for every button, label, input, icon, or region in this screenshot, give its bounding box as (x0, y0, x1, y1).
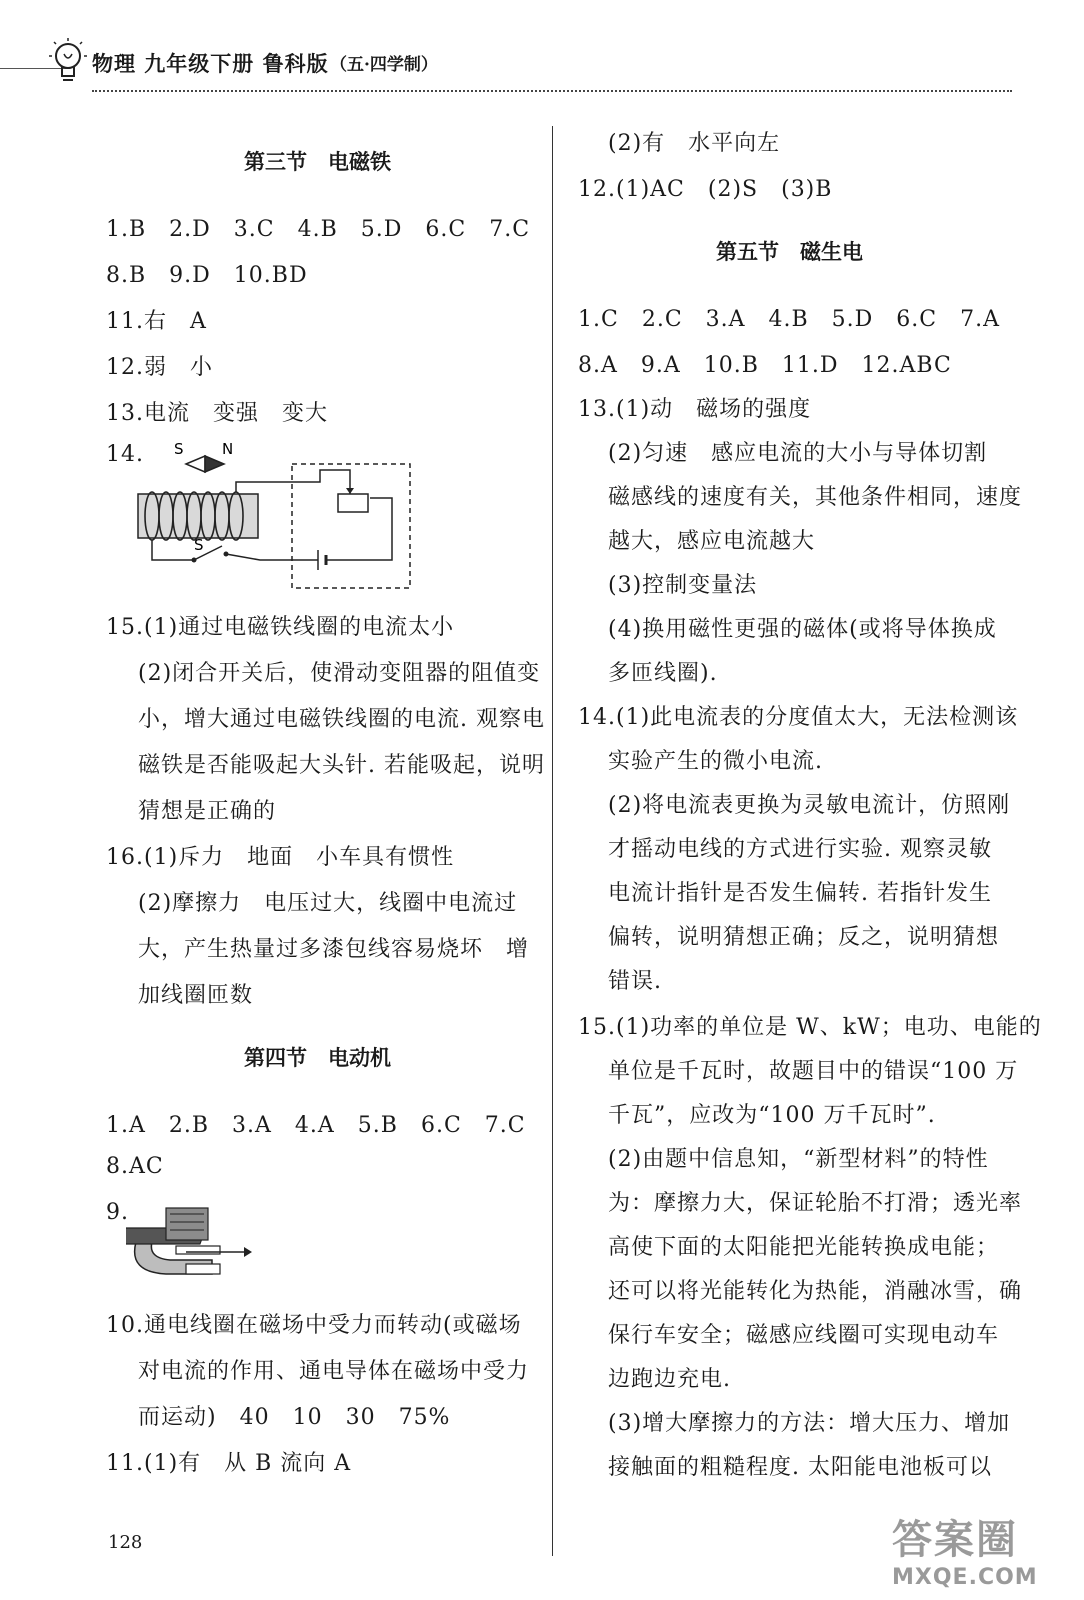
pole-n-label: N (222, 440, 234, 458)
answer-line: (2)匀速 感应电流的大小与导体切割 (608, 441, 988, 466)
answer-line: 8.AC (106, 1154, 164, 1179)
answer-line: 高使下面的太阳能把光能转换成电能； (608, 1235, 1000, 1260)
watermark-logo-text: 答案圈 (892, 1517, 1018, 1563)
answer-line: 磁感线的速度有关，其他条件相同，速度 (608, 485, 1023, 510)
answer-line: 12.(1)AC (2)S (3)B (578, 177, 833, 202)
answer-line: (4)换用磁性更强的磁体(或将导体换成 (608, 617, 997, 642)
answer-line: 小，增大通过电磁铁线圈的电流. 观察电 (138, 707, 545, 732)
switch-label: S (194, 536, 204, 554)
answer-line: 对电流的作用、通电导体在磁场中受力 (138, 1359, 530, 1384)
answer-line: 1.C 2.C 3.A 4.B 5.D 6.C 7.A (578, 307, 1001, 332)
lightbulb-icon (48, 36, 88, 88)
answer-line: 多匝线圈). (608, 661, 718, 686)
answer-line: 实验产生的微小电流. (608, 749, 823, 774)
answer-line: 而运动) 40 10 30 75% (138, 1405, 451, 1430)
answer-line: 才摇动电线的方式进行实验. 观察灵敏 (608, 837, 992, 862)
motor-magnet-diagram (126, 1200, 256, 1290)
answer-line: 接触面的粗糙程度. 太阳能电池板可以 (608, 1455, 992, 1480)
answer-line: 14.(1)此电流表的分度值太大，无法检测该 (578, 705, 1019, 730)
compass-needle-n (205, 456, 224, 472)
answer-line: 猜想是正确的 (138, 799, 277, 824)
answer-line: (2)由题中信息知，“新型材料”的特性 (608, 1147, 989, 1172)
answer-line: 1.A 2.B 3.A 4.A 5.B 6.C 7.C (106, 1113, 526, 1138)
answer-line: 千瓦”，应改为“100 万千瓦时”. (608, 1103, 936, 1128)
page-header (0, 28, 1084, 98)
answer-line: (3)增大摩擦力的方法：增大压力、增加 (608, 1411, 1011, 1436)
answer-line: 还可以将光能转化为热能，消融冰雪，确 (608, 1279, 1023, 1304)
answer-line: (3)控制变量法 (608, 573, 758, 598)
answer-line: (2)摩擦力 电压过大，线圈中电流过 (138, 891, 518, 916)
lower-rail (186, 1264, 220, 1274)
answer-line: 11.(1)有 从 B 流向 A (106, 1451, 352, 1476)
answer-line: 13.电流 变强 变大 (106, 401, 328, 426)
answer-line: 15.(1)功率的单位是 W、kW；电功、电能的 (578, 1015, 1042, 1040)
header-dotted-rule (92, 90, 1012, 92)
answer-line: 磁铁是否能吸起大头针. 若能吸起，说明 (138, 753, 545, 778)
answer-line: 边跑边充电. (608, 1367, 731, 1392)
answer-line: 13.(1)动 磁场的强度 (578, 397, 812, 422)
answer-line: 大，产生热量过多漆包线容易烧坏 增 (138, 937, 530, 962)
answer-line: 错误. (608, 969, 662, 994)
answer-line: 9. (106, 1200, 129, 1225)
answer-line: (2)闭合开关后，使滑动变阻器的阻值变 (138, 661, 541, 686)
watermark-url: MXQE.COM (892, 1565, 1038, 1590)
rheostat-slider (346, 488, 354, 494)
electromagnet-circuit-diagram (130, 436, 420, 596)
answer-line: 11.右 A (106, 309, 207, 334)
answer-line: 电流计指针是否发生偏转. 若指针发生 (608, 881, 992, 906)
conductor-rod (176, 1246, 220, 1254)
magnet-block (166, 1208, 208, 1240)
answer-line: 16.(1)斥力 地面 小车具有惯性 (106, 845, 455, 870)
answer-line: 单位是千瓦时，故题目中的错误“100 万 (608, 1059, 1019, 1084)
answer-line: 越大，感应电流越大 (608, 529, 816, 554)
answer-line: 为：摩擦力大，保证轮胎不打滑；透光率 (608, 1191, 1023, 1216)
pole-s-label: S (174, 440, 184, 458)
section-heading-4: 第四节 电动机 (244, 1046, 391, 1070)
book-title: 物理 九年级下册 鲁科版 (92, 52, 329, 76)
answer-line: 偏转，说明猜想正确；反之，说明猜想 (608, 925, 1000, 950)
column-divider (552, 126, 553, 1556)
iron-core (138, 494, 258, 538)
answer-line: 14. (106, 442, 144, 467)
answer-line: 15.(1)通过电磁铁线圈的电流太小 (106, 615, 455, 640)
answer-line: 1.B 2.D 3.C 4.B 5.D 6.C 7.C (106, 217, 531, 242)
page-number: 128 (108, 1532, 143, 1553)
switch-contact (224, 552, 229, 557)
compass-needle-s (186, 456, 205, 472)
answer-line: (2)有 水平向左 (608, 131, 781, 156)
section-heading-3: 第三节 电磁铁 (244, 150, 391, 174)
answer-line: 8.A 9.A 10.B 11.D 12.ABC (578, 353, 952, 378)
rheostat (338, 494, 368, 512)
answer-line: 10.通电线圈在磁场中受力而转动(或磁场 (106, 1313, 522, 1338)
book-edition: （五·四学制） (330, 55, 438, 75)
answer-line: (2)将电流表更换为灵敏电流计，仿照刚 (608, 793, 1011, 818)
answer-line: 保行车安全；磁感应线圈可实现电动车 (608, 1323, 1000, 1348)
watermark (892, 1508, 1038, 1590)
answer-line: 加线圈匝数 (138, 983, 254, 1008)
answer-line: 8.B 9.D 10.BD (106, 263, 308, 288)
section-heading-5: 第五节 磁生电 (716, 240, 863, 264)
answer-line: 12.弱 小 (106, 355, 213, 380)
